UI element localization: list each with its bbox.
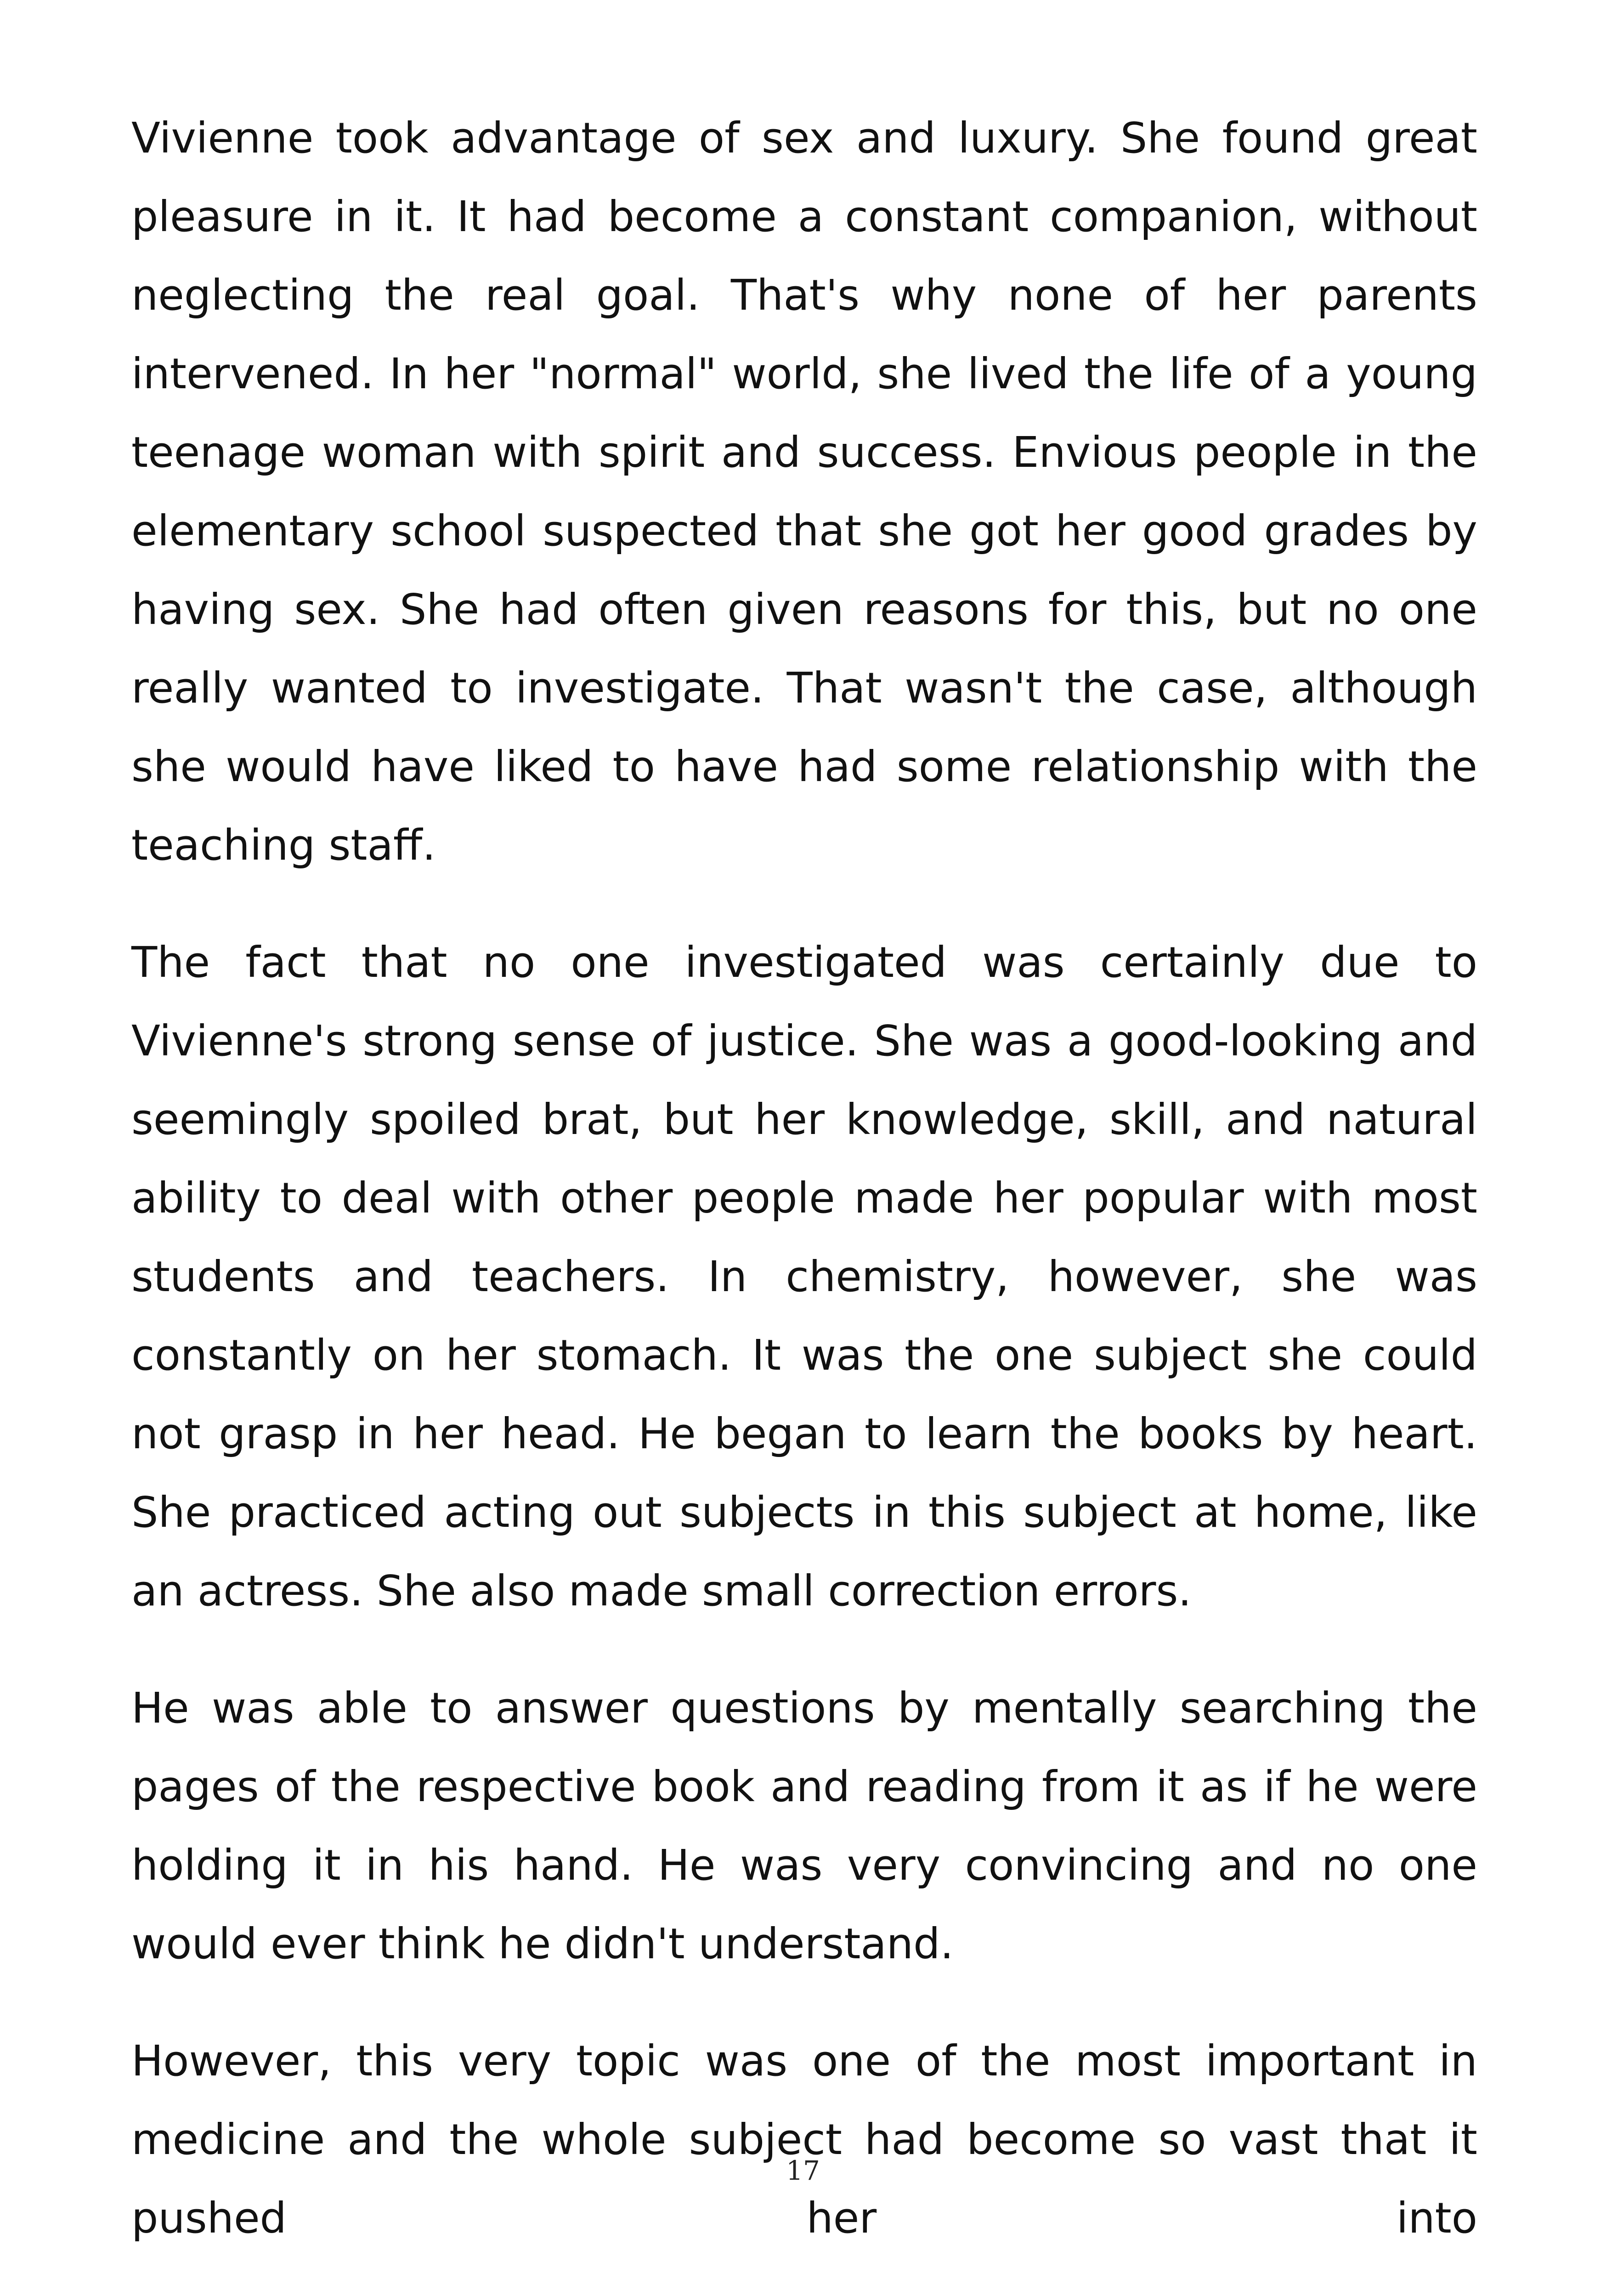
paragraph-3: He was able to answer questions by mentally searching the pages of the respective book and reading from it as if he were holding it in his hand. He was very convincing and no one would ever think he didn't understand. <box>131 1684 1477 1968</box>
paragraph-1: Vivienne took advantage of sex and luxury. She found great pleasure in it. It had become a constant companion, without neglecting the real goal. That's why none of her parents intervened. In her "normal" world, she lived the life of a young teenage woman with spirit and success. Envious people in the elementary school suspected that she got her good grades by having sex. She had often given reasons for this, but no one really wanted to investigate. That wasn't the case, although she would have liked to have had some relationship with the teaching staff. <box>131 113 1477 870</box>
body-text <box>131 99 1477 2296</box>
paragraph-2: The fact that no one investigated was certainly due to Vivienne's strong sense of justice. She was a good-looking and seemingly spoiled brat, but her knowledge, skill, and natural ability to deal with other people made her popular with most students and teachers. In chemistry, however, she was constantly on her stomach. It was the one subject she could not grasp in her head. He began to learn the books by heart. She practiced acting out subjects in this subject at home, like an actress. She also made small correction errors. <box>131 938 1477 1616</box>
paragraph-4: However, this very topic was one of the most important in medicine and the whole subject had become so vast that it pushed her into <box>131 2036 1477 2243</box>
page-number: 17 <box>786 2155 820 2186</box>
